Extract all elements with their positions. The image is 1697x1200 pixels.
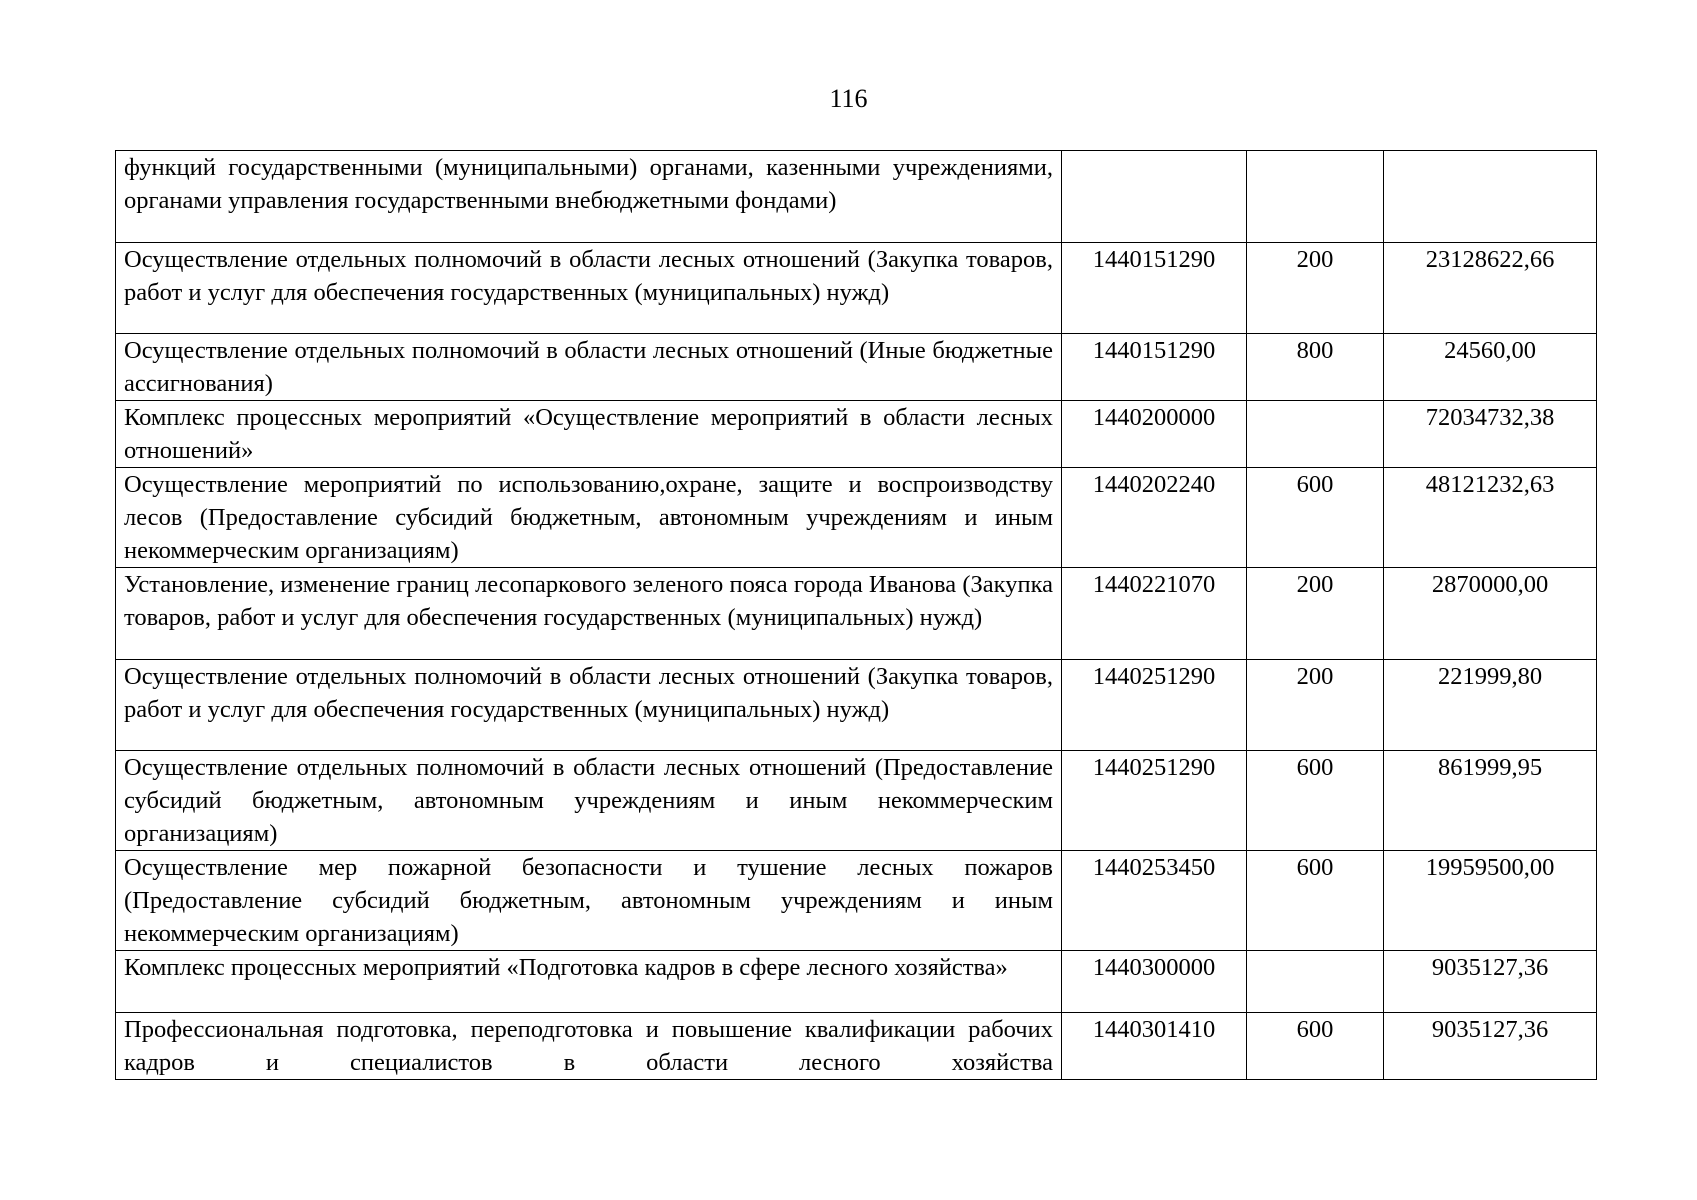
row-target-code: 1440253450	[1062, 851, 1247, 951]
table-row	[116, 468, 1597, 568]
row-target-code: 1440251290	[1062, 751, 1247, 851]
row-amount: 9035127,36	[1384, 1012, 1597, 1079]
row-amount: 9035127,36	[1384, 951, 1597, 1012]
row-amount: 19959500,00	[1384, 851, 1597, 951]
row-description: Осуществление отдельных полномочий в области лесных отношений (Иные бюджетные ассигнования)	[116, 334, 1062, 401]
row-expense-type	[1247, 951, 1384, 1012]
row-description: Установление, изменение границ лесопаркового зеленого пояса города Иванова (Закупка товаров, работ и услуг для обеспечения государственных (муниципальных) нужд)	[116, 568, 1062, 660]
table-row	[116, 659, 1597, 751]
row-target-code: 1440151290	[1062, 242, 1247, 334]
row-expense-type	[1247, 401, 1384, 468]
row-expense-type: 200	[1247, 659, 1384, 751]
row-expense-type: 600	[1247, 468, 1384, 568]
table-row	[116, 751, 1597, 851]
row-description: функций государственными (муниципальными) органами, казенными учреждениями, органами управления государственными внебюджетными фондами)	[116, 151, 1062, 243]
row-description: Осуществление мероприятий по использованию,охране, защите и воспроизводству лесов (Предоставление субсидий бюджетным, автономным учреждениям и иным некоммерческим организациям)	[116, 468, 1062, 568]
row-expense-type: 600	[1247, 851, 1384, 951]
row-amount	[1384, 151, 1597, 243]
table-row	[116, 401, 1597, 468]
row-amount: 24560,00	[1384, 334, 1597, 401]
row-target-code	[1062, 151, 1247, 243]
row-description: Комплекс процессных мероприятий «Осуществление мероприятий в области лесных отношений»	[116, 401, 1062, 468]
table-row	[116, 334, 1597, 401]
row-description: Осуществление отдельных полномочий в области лесных отношений (Закупка товаров, работ и услуг для обеспечения государственных (муниципальных) нужд)	[116, 659, 1062, 751]
table-row	[116, 242, 1597, 334]
row-amount: 861999,95	[1384, 751, 1597, 851]
table-row	[116, 1012, 1597, 1079]
row-description: Осуществление мер пожарной безопасности и тушение лесных пожаров (Предоставление субсидий бюджетным, автономным учреждениям и иным некоммерческим организациям)	[116, 851, 1062, 951]
row-target-code: 1440300000	[1062, 951, 1247, 1012]
budget-table	[115, 150, 1597, 1080]
row-amount: 48121232,63	[1384, 468, 1597, 568]
row-target-code: 1440301410	[1062, 1012, 1247, 1079]
row-expense-type	[1247, 151, 1384, 243]
row-description: Комплекс процессных мероприятий «Подготовка кадров в сфере лесного хозяйства»	[116, 951, 1062, 1012]
row-description: Осуществление отдельных полномочий в области лесных отношений (Закупка товаров, работ и услуг для обеспечения государственных (муниципальных) нужд)	[116, 242, 1062, 334]
table-row	[116, 151, 1597, 243]
row-target-code: 1440251290	[1062, 659, 1247, 751]
row-amount: 221999,80	[1384, 659, 1597, 751]
row-description: Осуществление отдельных полномочий в области лесных отношений (Предоставление субсидий бюджетным, автономным учреждениям и иным некоммерческим организациям)	[116, 751, 1062, 851]
row-expense-type: 800	[1247, 334, 1384, 401]
row-expense-type: 200	[1247, 242, 1384, 334]
row-description: Профессиональная подготовка, переподготовка и повышение квалификации рабочих кадров и специалистов в области лесного хозяйства	[116, 1012, 1062, 1079]
row-amount: 23128622,66	[1384, 242, 1597, 334]
row-target-code: 1440202240	[1062, 468, 1247, 568]
table-row	[116, 851, 1597, 951]
row-amount: 72034732,38	[1384, 401, 1597, 468]
table-body	[116, 151, 1597, 1080]
row-amount: 2870000,00	[1384, 568, 1597, 660]
row-target-code: 1440221070	[1062, 568, 1247, 660]
row-expense-type: 600	[1247, 751, 1384, 851]
table-row	[116, 568, 1597, 660]
table-row	[116, 951, 1597, 1012]
row-expense-type: 600	[1247, 1012, 1384, 1079]
row-target-code: 1440200000	[1062, 401, 1247, 468]
row-target-code: 1440151290	[1062, 334, 1247, 401]
row-expense-type: 200	[1247, 568, 1384, 660]
page-number: 116	[829, 84, 868, 113]
